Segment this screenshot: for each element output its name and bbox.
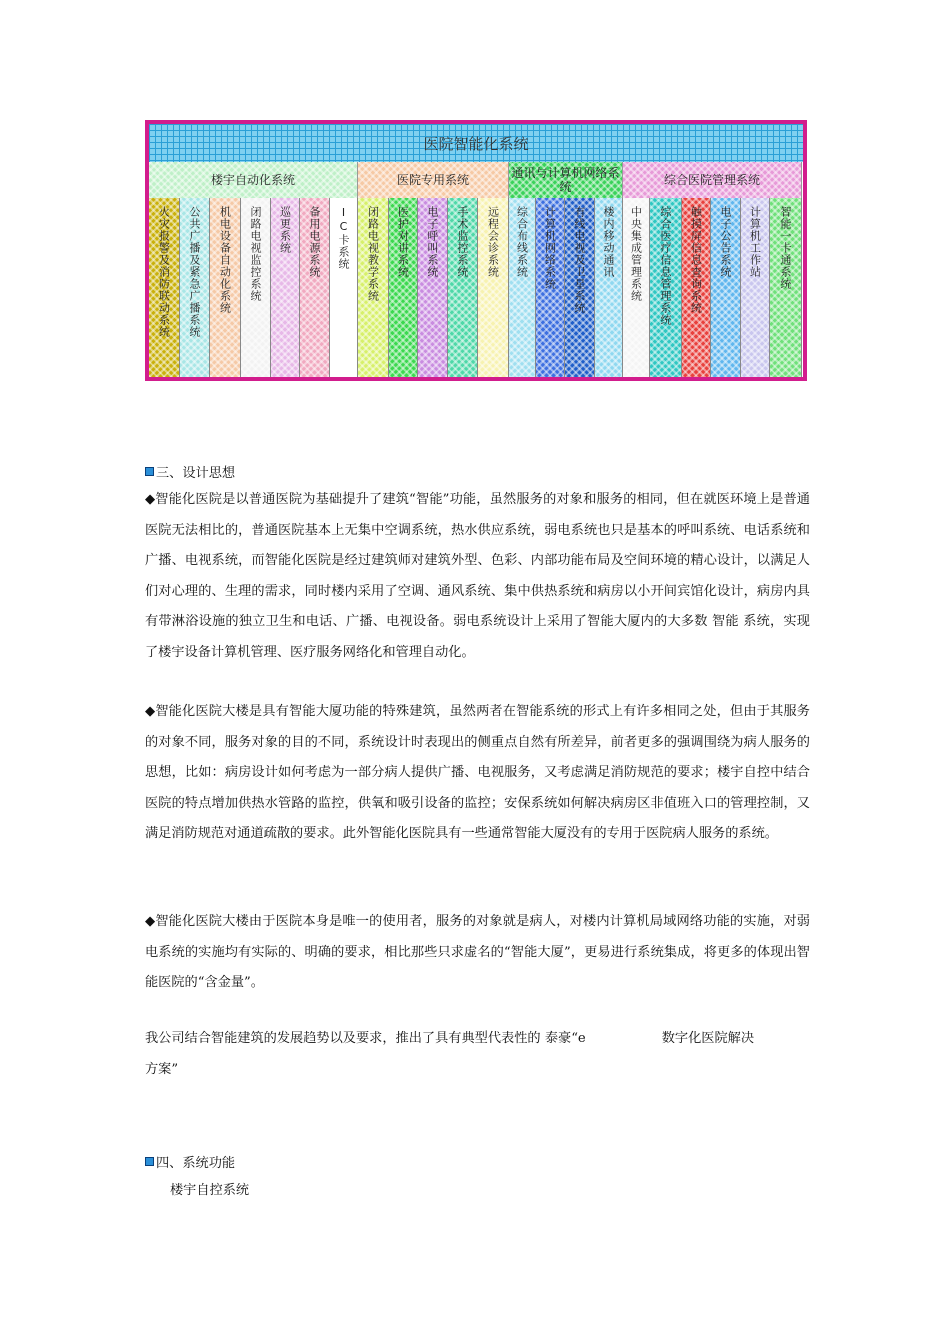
section4-subheading: 楼宇自控系统: [170, 1183, 250, 1198]
diagram-column-label: 闭路电视监控系统: [249, 206, 262, 302]
diagram-column-1: [149, 198, 180, 377]
diagram-column-label: 触摸屏信息查询系统: [689, 206, 703, 314]
diagram-columns: [149, 198, 803, 377]
diagram-column-label: 电子呼叫系统: [426, 206, 439, 278]
category-hospital-management: 综合医院管理系统: [623, 162, 802, 198]
diagram-column-label: 闭路电视教学系统: [366, 206, 380, 302]
paragraph-4: [145, 1024, 810, 1085]
diagram-column-7: [330, 198, 358, 377]
diagram-column-2: [180, 198, 210, 377]
section4-heading: [145, 1152, 235, 1171]
category-hospital-specific: 医院专用系统: [358, 162, 509, 198]
diagram-column-label: 公共广播及紧急广播系统: [188, 206, 201, 338]
diagram-column-label: 电子公告系统: [719, 206, 732, 278]
diagram-column-9: [389, 198, 418, 377]
diagram-column-5: [271, 198, 300, 377]
diagram-column-12: [478, 198, 509, 377]
section3-heading-text: 三、设计思想: [156, 466, 236, 481]
diagram-column-label: 医护对讲系统: [396, 206, 410, 278]
diagram-column-15: [565, 198, 595, 377]
diagram-column-label: 巡更系统: [278, 206, 292, 254]
diagram-column-4: [241, 198, 271, 377]
diagram-column-17: [623, 198, 650, 377]
diagram-title: 医院智能化系统: [423, 134, 529, 153]
square-bullet-icon: [145, 1157, 154, 1166]
category-communication-network: 通讯与计算机网络系统: [509, 162, 623, 198]
diagram-column-label: 远程会诊系统: [486, 206, 500, 278]
section3-heading: [145, 462, 235, 481]
diagram-column-label: 楼内移动通讯: [602, 206, 615, 278]
paragraph-4-part-c: 方案”: [145, 1061, 179, 1077]
diagram-column-21: [741, 198, 770, 377]
paragraph-4-part-b: 数字化医院解决: [661, 1031, 755, 1046]
diagram-column-label: 有线电视及卫星系统: [573, 206, 586, 314]
diagram-title-bar: [149, 124, 803, 162]
diagram-column-10: [418, 198, 448, 377]
paragraph-4-part-a: 我公司结合智能建筑的发展趋势以及要求，推出了具有典型代表性的 泰豪“e: [145, 1031, 586, 1046]
diagram-column-label: 计算机工作站: [748, 206, 762, 278]
diagram-column-label: 智能一卡通系统: [779, 206, 792, 290]
diagram-column-label: 计算机网络系统: [543, 206, 557, 290]
diagram-column-22: [770, 198, 802, 377]
diagram-column-14: [536, 198, 565, 377]
diagram-column-label: 手术监控系统: [456, 206, 469, 278]
diagram-column-19: [682, 198, 711, 377]
hospital-system-diagram: [145, 120, 807, 381]
diagram-column-label: 机电设备自动化系统: [218, 206, 232, 314]
diagram-body: [149, 124, 803, 377]
diagram-column-6: [300, 198, 330, 377]
diagram-column-3: [210, 198, 241, 377]
section4-heading-text: 四、系统功能: [156, 1156, 236, 1171]
diagram-column-label: 综合布线系统: [515, 206, 529, 278]
diagram-column-16: [595, 198, 623, 377]
paragraph-2: ◆智能化医院大楼是具有智能大厦功能的特殊建筑，虽然两者在智能系统的形式上有许多相同之处，但由于其服务的对象不同，服务对象的目的不同，系统设计时表现出的侧重点自然有所差异，前者更多的强调围绕为病人服务的思想，比如：病房设计如何考虑为一部分病人提供广播、电视服务，又考虑满足消防规范的要求；楼宇自控中结合医院的特点增加供热水管路的监控，供氧和吸引设备的监控；安保系统如何解决病房区非值班入口的管理控制，又满足消防规范对通道疏散的要求。此外智能化医院具有一些通常智能大厦没有的专用于医院病人服务的系统。: [145, 704, 810, 841]
diagram-column-18: [650, 198, 682, 377]
diagram-column-label: IC卡系统: [337, 206, 350, 270]
diagram-column-13: [509, 198, 536, 377]
paragraph-3: ◆智能化医院大楼由于医院本身是唯一的使用者，服务的对象就是病人，对楼内计算机局域网络功能的实施，对弱电系统的实施均有实际的、明确的要求，相比那些只求虚名的“智能大厦”，更易进行系统集成，将更多的体现出智能医院的“含金量”。: [145, 914, 810, 990]
diagram-column-label: 备用电源系统: [308, 206, 321, 278]
diagram-column-label: 综合医疗信息管理系统: [659, 206, 672, 326]
diagram-column-label: 火灾报警及消防联动系统: [157, 206, 171, 338]
diagram-column-label: 中央集成管理系统: [629, 206, 643, 302]
category-building-automation: 楼宇自动化系统: [149, 162, 358, 198]
square-bullet-icon: [145, 467, 154, 476]
diagram-column-20: [711, 198, 741, 377]
diagram-column-11: [448, 198, 478, 377]
paragraph-1: ◆智能化医院是以普通医院为基础提升了建筑“智能”功能，虽然服务的对象和服务的相同，但在就医环境上是普通医院无法相比的，普通医院基本上无集中空调系统，热水供应系统，弱电系统也只是基本的呼叫系统、电话系统和广播、电视系统，而智能化医院是经过建筑师对建筑外型、色彩、内部功能布局及空间环境的精心设计，以满足人们对心理的、生理的需求，同时楼内采用了空调、通风系统、集中供热系统和病房以小开间宾馆化设计，病房内具有带淋浴设施的独立卫生和电话、广播、电视设备。弱电系统设计上采用了智能大厦内的大多数 智能 系统，实现了楼宇设备计算机管理、医疗服务网络化和管理自动化。: [145, 492, 810, 660]
diagram-column-8: [358, 198, 389, 377]
